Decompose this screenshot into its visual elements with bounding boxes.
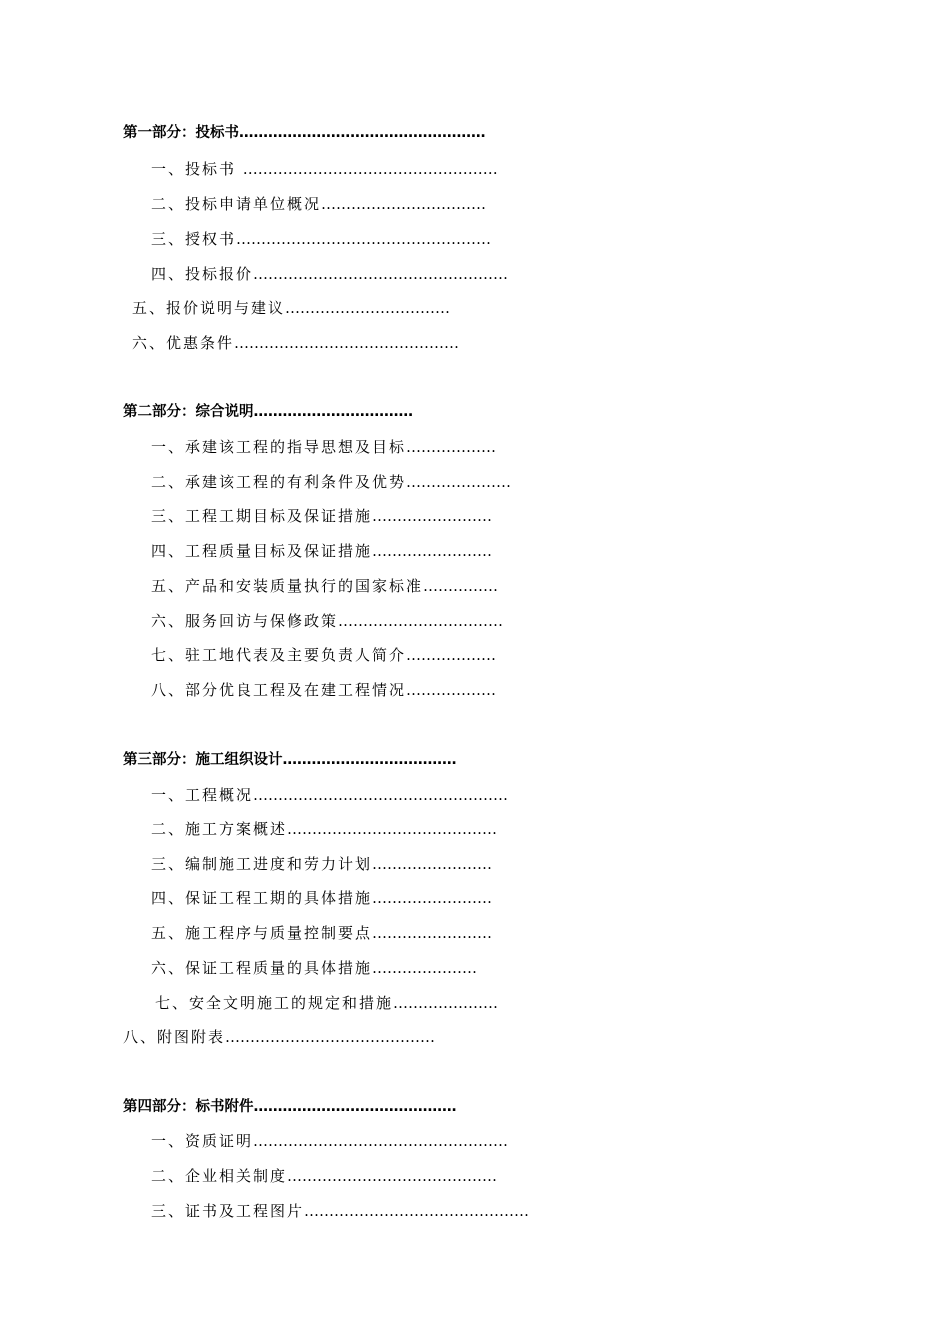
toc-entry (151, 854, 492, 874)
leader-dots: …………………………………… (253, 1099, 457, 1115)
toc-entry-label: 一、承建该工程的指导思想及目标 (151, 438, 407, 456)
toc-entry-label: 三、编制施工进度和劳力计划 (151, 855, 373, 873)
toc-entry-label: 六、保证工程质量的具体措施 (151, 959, 373, 977)
toc-entry-label: 三、证书及工程图片 (151, 1202, 305, 1220)
leader-dots: ……………… (406, 681, 497, 699)
leader-dots: …………………………… (285, 299, 451, 317)
toc-entry-label: 一、工程概况 (151, 786, 254, 804)
leader-dots: …………………………………………… (253, 265, 509, 283)
leader-dots: …………………… (372, 855, 493, 873)
toc-entry-label: 八、部分优良工程及在建工程情况 (151, 681, 407, 699)
toc-entry-label: 三、工程工期目标及保证措施 (151, 507, 373, 525)
toc-entry-label: 六、优惠条件 (132, 334, 235, 352)
leader-dots: …………………… (372, 924, 493, 942)
leader-dots: …………………………… (253, 404, 413, 420)
leader-dots: …………………………………………… (239, 125, 486, 141)
leader-dots: ……………………………………… (304, 1202, 530, 1220)
section-heading-text: 第一部分：投标书 (123, 125, 239, 141)
toc-entry (123, 1027, 435, 1047)
toc-entry (151, 1131, 508, 1151)
toc-entry (151, 923, 492, 943)
toc-entry-label: 四、投标报价 (151, 265, 254, 283)
leader-dots: …………………………… (321, 195, 487, 213)
leader-dots: …………………………………… (225, 1028, 436, 1046)
leader-dots: …………………………………………… (236, 230, 492, 248)
leader-dots: …………………………………………… (253, 786, 509, 804)
toc-entry-label: 二、投标申请单位概况 (151, 195, 322, 213)
section-heading-text: 第四部分：标书附件 (123, 1099, 254, 1115)
toc-entry (151, 611, 503, 631)
toc-entry-label: 五、施工程序与质量控制要点 (151, 924, 373, 942)
toc-entry (151, 506, 492, 526)
leader-dots: …………………………………………… (253, 1132, 509, 1150)
section-heading-text: 第三部分：施工组织设计 (123, 752, 283, 768)
leader-dots: ……………………………… (282, 752, 457, 768)
leader-dots: …………… (423, 577, 499, 595)
toc-entry-label: 二、企业相关制度 (151, 1167, 288, 1185)
leader-dots: …………………… (372, 507, 493, 525)
toc-entry (151, 958, 477, 978)
toc-entry (151, 680, 496, 700)
toc-entry (151, 229, 491, 249)
leader-dots: ………………… (406, 473, 512, 491)
toc-entry (151, 264, 508, 284)
toc-entry (151, 541, 492, 561)
leader-dots: ……………… (406, 646, 497, 664)
toc-entry (151, 1166, 497, 1186)
toc-entry-label: 七、驻工地代表及主要负责人简介 (151, 646, 407, 664)
toc-entry (155, 993, 498, 1013)
leader-dots: …………………………… (338, 612, 504, 630)
section-heading-4 (123, 1097, 457, 1117)
leader-dots: …………………………………………… (242, 160, 498, 178)
section-heading-1 (123, 123, 486, 143)
toc-entry-label: 五、产品和安装质量执行的国家标准 (151, 577, 424, 595)
toc-entry-label: 五、报价说明与建议 (132, 299, 286, 317)
toc-entry (151, 645, 496, 665)
toc-entry-label: 六、服务回访与保修政策 (151, 612, 339, 630)
toc-entry-label: 一、投标书 (151, 160, 243, 178)
leader-dots: …………………… (372, 889, 493, 907)
toc-entry-label: 二、施工方案概述 (151, 820, 288, 838)
section-heading-text: 第二部分：综合说明 (123, 404, 254, 420)
toc-entry (151, 1201, 529, 1221)
toc-entry-label: 二、承建该工程的有利条件及优势 (151, 473, 407, 491)
leader-dots: …………………………………… (287, 820, 498, 838)
toc-entry-label: 八、附图附表 (123, 1028, 226, 1046)
leader-dots: ……………………………………… (234, 334, 460, 352)
toc-entry (151, 159, 498, 179)
leader-dots: ………………… (393, 994, 499, 1012)
section-heading-3 (123, 750, 457, 770)
section-heading-2 (123, 402, 413, 422)
toc-entry-label: 一、资质证明 (151, 1132, 254, 1150)
toc-entry-label: 三、授权书 (151, 230, 237, 248)
toc-entry (151, 819, 497, 839)
leader-dots: …………………………………… (287, 1167, 498, 1185)
toc-entry-label: 四、工程质量目标及保证措施 (151, 542, 373, 560)
toc-entry (151, 888, 492, 908)
toc-entry (151, 472, 511, 492)
toc-entry (151, 437, 496, 457)
leader-dots: ………………… (372, 959, 478, 977)
leader-dots: ……………… (406, 438, 497, 456)
leader-dots: …………………… (372, 542, 493, 560)
toc-entry (151, 576, 498, 596)
toc-entry (132, 333, 459, 353)
toc-entry (151, 194, 486, 214)
toc-entry (151, 785, 508, 805)
toc-entry-label: 七、安全文明施工的规定和措施 (155, 994, 394, 1012)
toc-entry-label: 四、保证工程工期的具体措施 (151, 889, 373, 907)
toc-entry (132, 298, 450, 318)
